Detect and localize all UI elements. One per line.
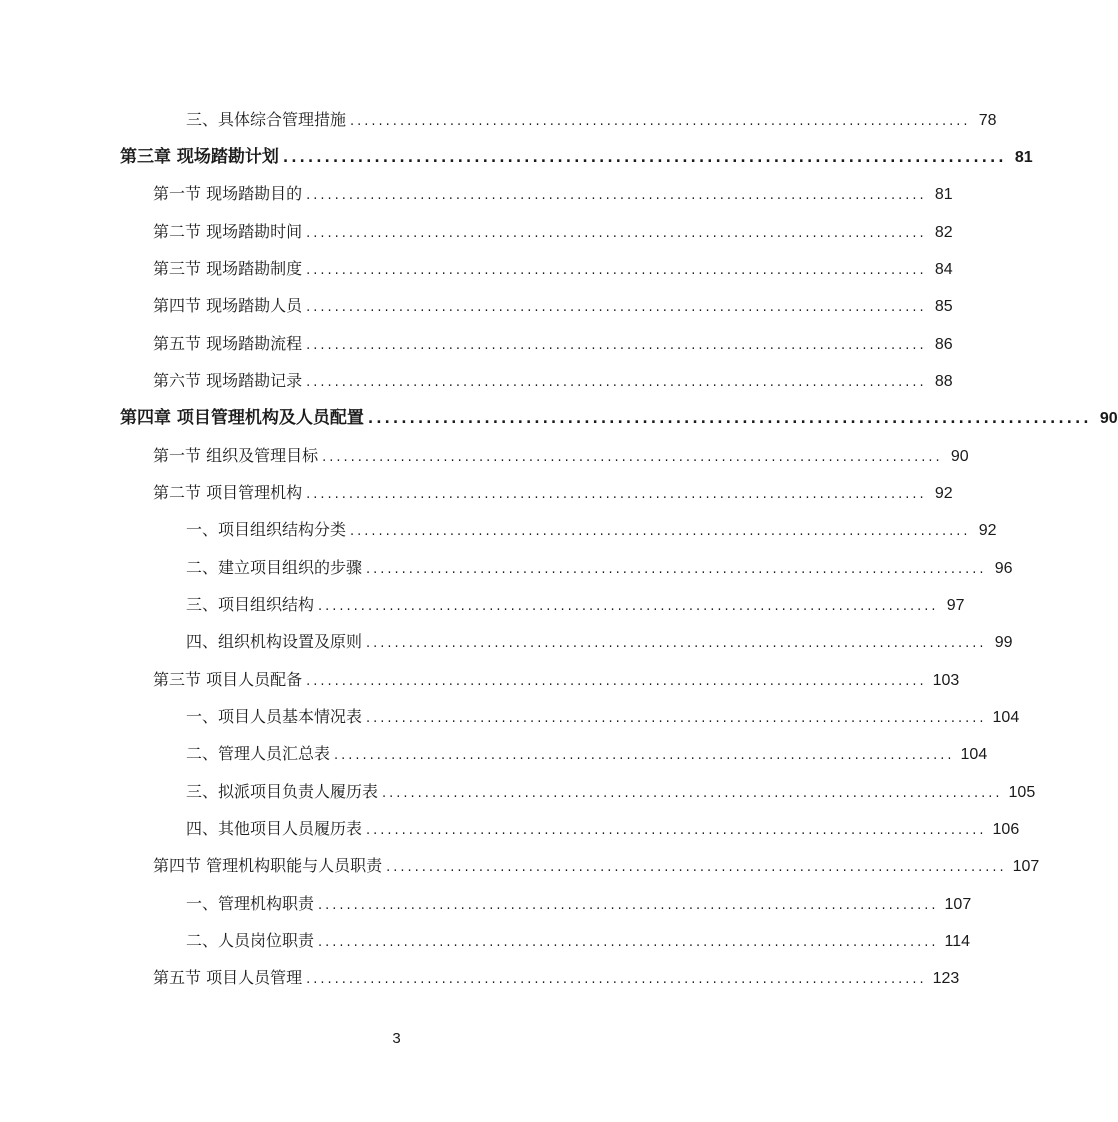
toc-entry[interactable] [186, 704, 1020, 730]
toc-entry-title: 第三节 项目人员配备 [153, 670, 303, 689]
toc-entry[interactable] [153, 667, 960, 693]
toc-entry[interactable] [186, 816, 1020, 842]
toc-entry[interactable] [153, 443, 969, 469]
toc-entry-page: 114 [944, 933, 971, 950]
toc-entry-page: 88 [934, 373, 953, 390]
toc-leader-dots: ....................................................................................... [306, 674, 927, 689]
toc-entry[interactable] [153, 256, 953, 282]
toc-entry-title: 第二节 项目管理机构 [153, 483, 303, 502]
toc-entry[interactable] [186, 779, 1036, 805]
toc-entry-page: 105 [1008, 784, 1036, 801]
toc-leader-dots: ....................................................................................... [306, 188, 927, 203]
toc-entry-page: 81 [1014, 149, 1033, 166]
toc-leader-dots: ....................................................................................... [306, 338, 927, 353]
toc-entry-page: 107 [1012, 858, 1040, 875]
toc-entry-page: 123 [932, 970, 960, 987]
toc-leader-dots: ....................................................................................... [366, 711, 987, 726]
toc-entry[interactable] [186, 891, 972, 917]
toc-entry[interactable] [153, 219, 953, 245]
toc-leader-dots: ....................................................................................... [382, 786, 1003, 801]
toc-leader-dots: ....................................................................................... [366, 562, 987, 577]
toc-entry-title: 三、项目组织结构 [186, 595, 315, 614]
toc-entry-page: 97 [946, 597, 965, 614]
toc-entry[interactable] [186, 517, 997, 543]
toc-entry-page: 103 [932, 672, 960, 689]
toc-entry-title: 四、其他项目人员履历表 [186, 819, 363, 838]
toc-leader-dots: ....................................................................................... [306, 226, 927, 241]
toc-entry-page: 104 [960, 746, 988, 763]
toc-entry-title: 三、具体综合管理措施 [186, 110, 347, 129]
toc-leader-dots: ....................................................................................... [306, 487, 927, 502]
toc-leader-dots: ....................................................................................... [334, 748, 955, 763]
toc-entry-page: 81 [934, 186, 953, 203]
toc-entry-title: 第四节 现场踏勘人员 [153, 296, 303, 315]
toc-entry-title: 第三章 现场踏勘计划 [120, 147, 279, 167]
toc-entry[interactable] [153, 293, 953, 319]
toc-entry-title: 一、项目人员基本情况表 [186, 707, 363, 726]
toc-entry-title: 第四节 管理机构职能与人员职责 [153, 856, 383, 875]
toc-leader-dots: ....................................................................................... [366, 636, 987, 651]
toc-entry[interactable] [186, 592, 965, 618]
toc-entry-page: 106 [992, 821, 1020, 838]
toc-entry[interactable] [186, 555, 1013, 581]
toc-entry-page: 96 [994, 560, 1013, 577]
toc-leader-dots: ....................................................................................... [282, 150, 1007, 166]
toc-leader-dots: ....................................................................................... [322, 450, 943, 465]
toc-entry[interactable] [153, 181, 953, 207]
toc-entry-title: 第六节 现场踏勘记录 [153, 371, 303, 390]
toc-entry[interactable] [153, 480, 953, 506]
toc-leader-dots: ....................................................................................... [386, 860, 1007, 875]
toc-entry[interactable] [186, 741, 988, 767]
toc-entry-page: 90 [950, 448, 969, 465]
toc-leader-dots: ....................................................................................... [318, 935, 939, 950]
toc-entry[interactable] [153, 368, 953, 394]
toc-entry[interactable] [120, 405, 1118, 431]
toc-leader-dots: ....................................................................................... [367, 411, 1092, 427]
toc-entry[interactable] [153, 331, 953, 357]
toc-entry-page: 92 [934, 485, 953, 502]
toc-entry[interactable] [186, 629, 1013, 655]
toc-leader-dots: ....................................................................................... [366, 823, 987, 838]
toc-entry-page: 86 [934, 336, 953, 353]
toc-entry-title: 第四章 项目管理机构及人员配置 [120, 408, 364, 428]
toc-entry-page: 92 [978, 522, 997, 539]
toc-entry-page: 90 [1099, 410, 1118, 427]
toc-entry-title: 一、项目组织结构分类 [186, 520, 347, 539]
toc-entry[interactable] [120, 144, 1033, 170]
toc-entry[interactable] [186, 928, 971, 954]
toc-entry-page: 104 [992, 709, 1020, 726]
toc-leader-dots: ....................................................................................... [318, 898, 939, 913]
toc-entry-title: 三、拟派项目负责人履历表 [186, 782, 379, 801]
toc-entry-title: 二、管理人员汇总表 [186, 744, 331, 763]
toc-entry-title: 第一节 现场踏勘目的 [153, 184, 303, 203]
toc-entry-title: 二、人员岗位职责 [186, 931, 315, 950]
toc-leader-dots: ....................................................................................... [306, 375, 927, 390]
toc-entry[interactable] [153, 965, 960, 991]
toc-entry-title: 四、组织机构设置及原则 [186, 632, 363, 651]
toc-entry-title: 二、建立项目组织的步骤 [186, 558, 363, 577]
toc-leader-dots: ....................................................................................... [306, 263, 927, 278]
toc-leader-dots: ....................................................................................... [350, 524, 971, 539]
toc-entry-page: 107 [944, 896, 972, 913]
toc-entry-title: 第五节 现场踏勘流程 [153, 334, 303, 353]
toc-entry-title: 一、管理机构职责 [186, 894, 315, 913]
toc-entry[interactable] [153, 853, 1040, 879]
toc-entry-page: 85 [934, 298, 953, 315]
toc-entry-page: 99 [994, 634, 1013, 651]
toc-entry-page: 78 [978, 112, 997, 129]
toc-entry-title: 第五节 项目人员管理 [153, 968, 303, 987]
toc-entry-page: 84 [934, 261, 953, 278]
toc-entry[interactable] [186, 107, 997, 133]
toc-entry-title: 第三节 现场踏勘制度 [153, 259, 303, 278]
toc-leader-dots: ....................................................................................... [318, 599, 939, 614]
page-number: 3 [392, 1030, 401, 1047]
toc-leader-dots: ....................................................................................... [306, 972, 927, 987]
toc-entry-page: 82 [934, 224, 953, 241]
toc-leader-dots: ....................................................................................... [306, 300, 927, 315]
toc-leader-dots: ....................................................................................... [350, 114, 971, 129]
toc-entry-title: 第一节 组织及管理目标 [153, 446, 319, 465]
toc-entry-title: 第二节 现场踏勘时间 [153, 222, 303, 241]
